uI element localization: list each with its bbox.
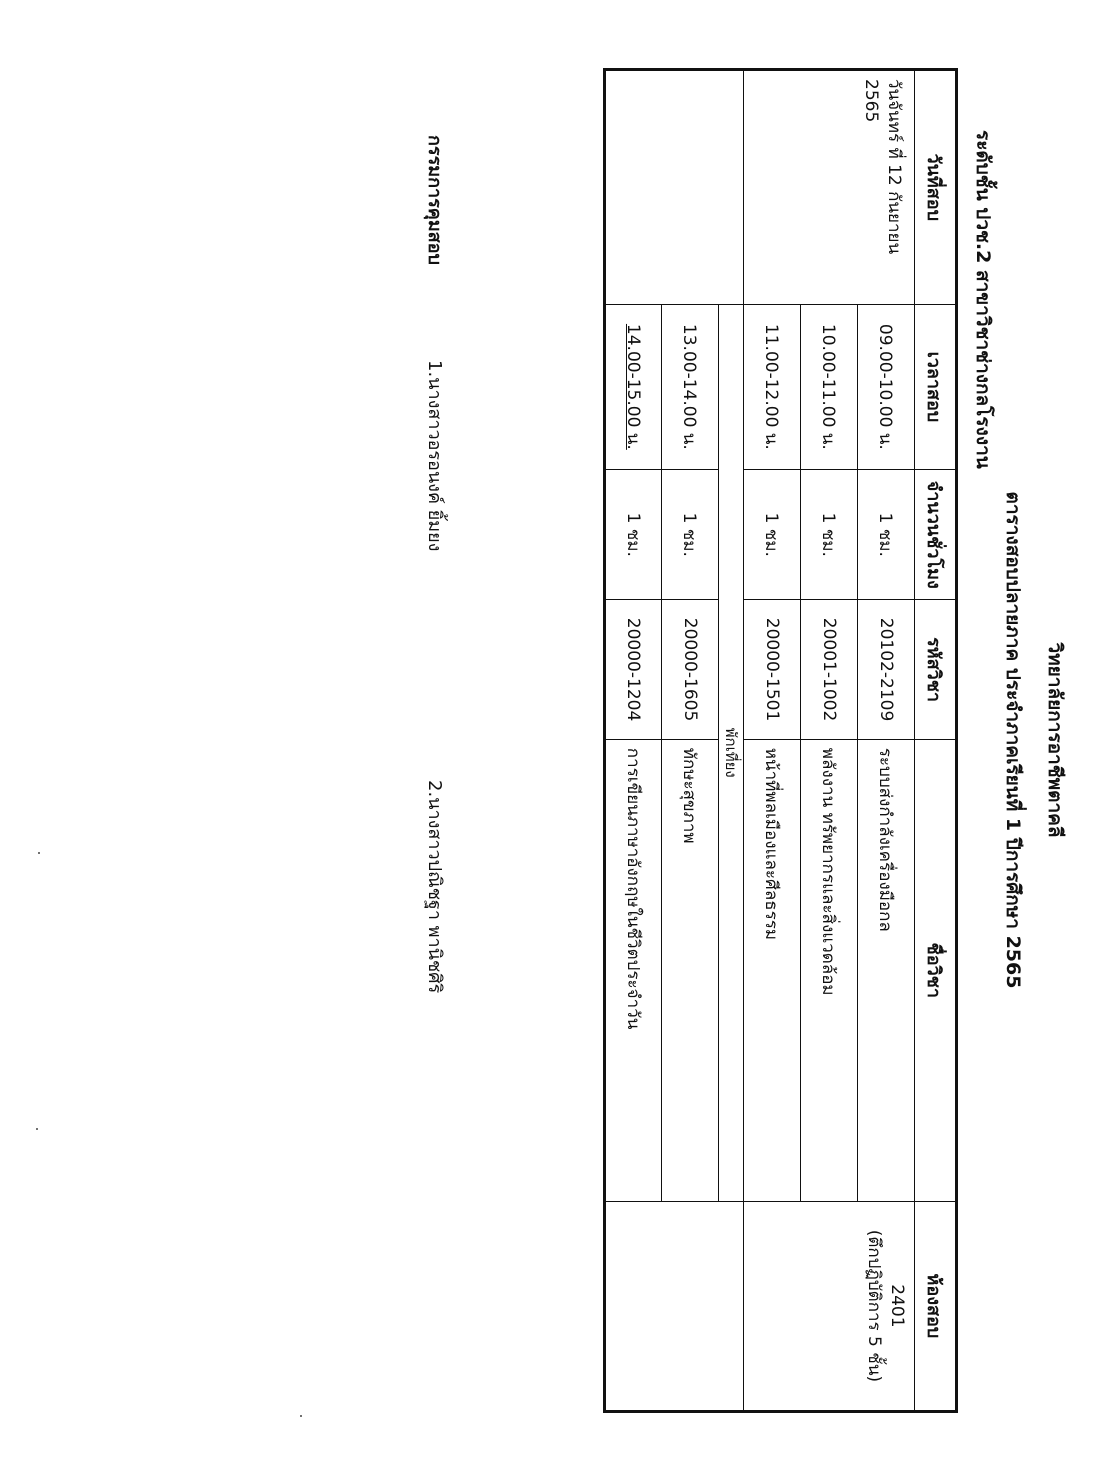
exam-schedule-document (40, 40, 1070, 1440)
header-room: ห้องสอบ (915, 1201, 957, 1411)
row-hours: 1 ชม. (801, 470, 858, 600)
room-number: 2401 (887, 1284, 907, 1328)
table-header-row (915, 70, 957, 1412)
row-code: 20000-1204 (605, 600, 662, 740)
row-subject: พลังงาน ทรัพยากรและสิ่งแวดล้อม (801, 739, 858, 1201)
row-hours: 1 ชม. (605, 470, 662, 600)
scan-speck (300, 1415, 302, 1417)
row-subject: การเขียนภาษาอังกฤษในชีวิตประจำวัน (605, 739, 662, 1201)
committee-member-1: 1.นางสาวอรอนงค์ ยิ้มยง (424, 360, 445, 552)
header-subject: ชื่อวิชา (915, 739, 957, 1201)
scan-speck (38, 852, 40, 854)
row-hours: 1 ชม. (858, 470, 915, 600)
room-empty-cell (605, 1201, 744, 1411)
row-time: 09.00-10.00 น. (858, 304, 915, 470)
row-subject: ทักษะสุขภาพ (662, 739, 719, 1201)
row-subject: ระบบส่งกำลังเครื่องมือกล (858, 739, 915, 1201)
scan-speck (36, 1128, 38, 1130)
lunch-break-row (719, 70, 744, 1412)
row-hours: 1 ชม. (662, 470, 719, 600)
class-level: ระดับชั้น ปวช.2 สาขาวิชาช่างกลโรงงาน (972, 130, 994, 469)
row-time: 13.00-14.00 น. (662, 304, 719, 470)
exam-date: วันจันทร์ ที่ 12 กันยายน 2565 (744, 70, 915, 305)
committee-member-2: 2.นางสาวปณิชฐา พานิชศิริ (424, 780, 445, 994)
room-building: (ตึกปฏิบัติการ 5 ชั้น) (864, 1229, 885, 1383)
college-name: วิทยาลัยการอาชีพตาคลี (1044, 642, 1066, 838)
header-code: รหัสวิชา (915, 600, 957, 740)
header-hours: จำนวนชั่วโมง (915, 470, 957, 600)
row-code: 20001-1002 (801, 600, 858, 740)
row-time-text: 14.00-15.00 น. (623, 323, 643, 450)
row-time (605, 304, 662, 470)
row-code: 20000-1501 (744, 600, 801, 740)
row-subject: หน้าที่พลเมืองและศีลธรรม (744, 739, 801, 1201)
committee-label: กรรมการคุมสอบ (424, 135, 445, 265)
row-code: 20102-2109 (858, 600, 915, 740)
row-time: 10.00-11.00 น. (801, 304, 858, 470)
date-empty-cell (605, 70, 744, 305)
row-hours: 1 ชม. (744, 470, 801, 600)
schedule-title: ตารางสอบปลายภาค ประจำภาคเรียนที่ 1 ปีการศึกษา 2565 (1002, 491, 1024, 989)
row-code: 20000-1605 (662, 600, 719, 740)
row-time: 11.00-12.00 น. (744, 304, 801, 470)
exam-room (744, 1201, 915, 1411)
header-date: วันที่สอบ (915, 70, 957, 305)
exam-table (603, 68, 958, 1413)
header-time: เวลาสอบ (915, 304, 957, 470)
table-row (858, 70, 915, 1412)
lunch-break-label: พักเที่ยง (719, 304, 744, 1201)
